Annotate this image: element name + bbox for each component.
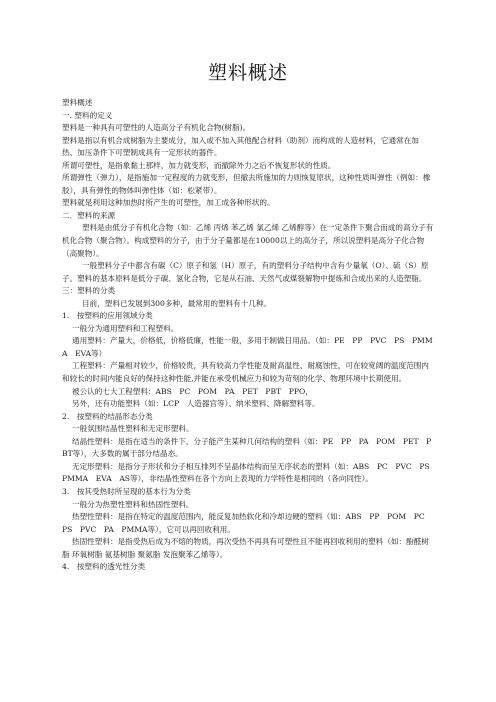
paragraph: 无定形塑料：是指分子形状和分子相互排列不呈晶体结构而呈无序状态的塑料（如：ABS PC PVC PS PMMA EVA AS等），非结晶性塑料在各个方向上表现的力学特性是相同的（各向同性）。	[62, 461, 438, 484]
paragraph: 热塑性塑料：是指在特定的温度范围内，能反复加热软化和冷却边硬的塑料（如：ABS PP POM PC PS PVC PA PMMA等），它可以再回收利用。	[62, 512, 433, 534]
document-body	[62, 97, 438, 574]
paragraph: 通用塑料：产量大，价格低，价格低廉，性能一般，多用于制做日用品。（如：PE PP PVC PS PMMA EVA等）	[62, 336, 433, 358]
paragraph: 被公认的七大工程塑料：ABS PC POM PA PET PBT PPO，	[72, 386, 313, 396]
section-heading: 一. 塑料的定义	[62, 110, 113, 120]
subsection-heading: 3. 按其受热时所呈现的基本行为分类	[62, 486, 191, 496]
paragraph: 一般分为通用塑料和工程塑料。	[72, 323, 179, 333]
paragraph: 塑料是由低分子有机化合物（如：乙烯 丙烯 苯乙烯 氯乙烯 乙烯醇等）在一定条件下聚合而成的高分子有机化合物（聚合物）。构成塑料的分子，由于分子量都是在10000以上的高分子，所以说塑料是高分子化合物（高聚物）。	[62, 223, 434, 258]
paragraph: 塑料就是利用这种加热时所产生的可塑性，加工成各种形状的。	[62, 198, 275, 208]
subsection-heading: 2. 按塑料的结晶形态分类	[62, 411, 153, 421]
subsection-heading: 4. 按塑料的透光性分类	[62, 562, 146, 572]
paragraph: 一般氛围结晶性塑料和无定形塑料。	[72, 424, 194, 434]
document-title: 塑料概述	[207, 62, 288, 84]
paragraph: 工程塑料：产量相对较少，价格较贵，具有较高力学性能及耐高温性、耐腐蚀性，可在较宽阔的温度范围内和较长的时间内能良好的保持这种性能,并能在承受机械应力和较为苛刻的化学、物理环境中长期使用。	[62, 361, 429, 384]
section-heading: 三：塑料的分类	[62, 286, 116, 296]
paragraph: 一般分为热塑性塑料和热固性塑料。	[72, 499, 194, 509]
paragraph: 所谓可塑性，是指象黏土那样，加力就变形，而撤除外力之后不恢复形状的性质。	[62, 160, 336, 170]
paragraph: 塑料是指以有机合成树脂为主要成分，加入或不加入其他配合材料（助剂）而构成的人造材料，它通常在加热、加压条件下可塑制成具有一定形状的器件。	[62, 135, 419, 158]
section-heading: 二．塑料的来源	[62, 210, 116, 220]
paragraph: 塑料是一种具有可塑性的人造高分子有机化合物(树脂)。	[62, 123, 251, 133]
subsection-heading: 1. 按塑料的应用领域分类	[62, 311, 153, 321]
paragraph: 所谓弹性（弹力），是指施加一定程度的力就变形，但撤去所施加的力则恢复原状，这种性质叫弹性（例如：橡胶），具有弹性的物体叫弹性体（如：松紧带）。	[62, 173, 431, 195]
paragraph: 另外，还有功能塑料（如：LCP 人造器官等）、纳米塑料、降解塑料等。	[72, 399, 320, 409]
paragraph: 目前，塑料已发展到300多种，最常用的塑料有十几种。	[82, 298, 272, 308]
paragraph: 结晶性塑料：是指在适当的条件下，分子能产生某种几何结构的塑料（如：PE PP PA POM PET PBT等），大多数的属于部分结晶态。	[62, 436, 432, 459]
paragraph: 热固性塑料：是指受热后成为不熔的物质，再次受热不再具有可塑性且不能再回收利用的塑料（如：酚醛树脂 环氧树脂 氨基树脂 聚氨脂 发泡聚苯乙烯等）。	[62, 537, 429, 559]
paragraph: 一般塑料分子中都含有碳（C）原子和氢（H）原子，有的塑料分子结构中含有少量氧（O）、硫（S）原子。塑料的基本原料是低分子碳、氢化合物，它是从石油、天然气或煤裂解物中提炼和合成出来的人造塑脂。	[62, 261, 429, 283]
section-heading: 塑料概述	[62, 98, 93, 107]
